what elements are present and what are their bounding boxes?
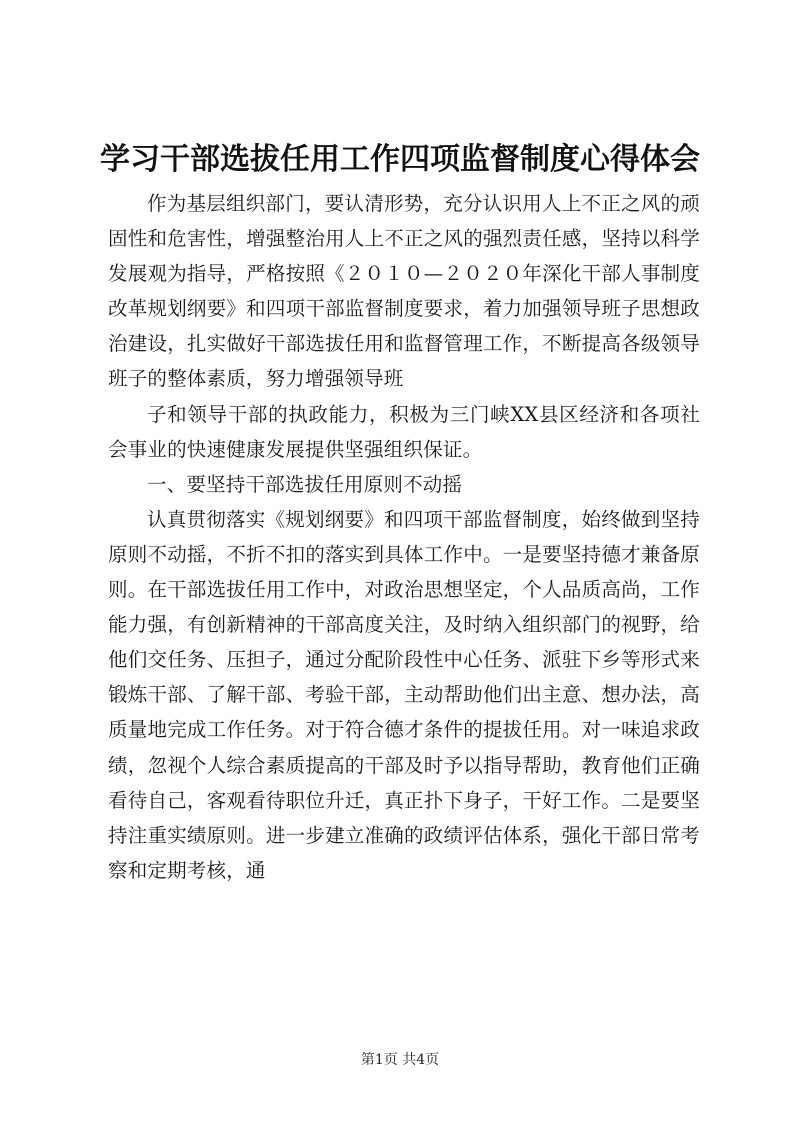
page-number-footer: 第1页 共4页 [360,1052,440,1068]
paragraph: 作为基层组织部门，要认清形势，充分认识用人上不正之风的顽固性和危害性，增强整治用人上不正之风的强烈责任感，坚持以科学发展观为指导，严格按照《２０１０—２０２０年深化干部人事制度改革规划纲要》和四项干部监督制度要求，着力加强领导班子思想政治建设，扎实做好干部选拔任用和监督管理工作，不断提高各级领导班子的整体素质，努力增强领导班 [108,192,700,391]
section-heading: 一、要坚持干部选拔任用原则不动摇 [147,472,463,496]
paragraph: 子和领导干部的执政能力，积极为三门峡XX县区经济和各项社会事业的快速健康发展提供坚强组织保证。 [108,402,700,461]
paragraph: 认真贯彻落实《规划纲要》和四项干部监督制度，始终做到坚持原则不动摇，不折不扣的落实到具体工作中。一是要坚持德才兼备原则。在干部选拔任用工作中，对政治思想坚定，个人品质高尚，工作能力强，有创新精神的干部高度关注，及时纳入组织部门的视野，给他们交任务、压担子，通过分配阶段性中心任务、派驻下乡等形式来锻炼干部、了解干部、考验干部，主动帮助他们出主意、想办法，高质量地完成工作任务。对于符合德才条件的提拔任用。对一味追求政绩，忽视个人综合素质提高的干部及时予以指导帮助，教育他们正确看待自己，客观看待职位升迁，真正扑下身子，干好工作。二是要坚持注重实绩原则。进一步建立准确的政绩评估体系，强化干部日常考察和定期考核，通 [108,507,700,882]
page-title: 学习干部选拔任用工作四项监督制度心得体会 [100,142,700,177]
document-body [108,186,700,888]
